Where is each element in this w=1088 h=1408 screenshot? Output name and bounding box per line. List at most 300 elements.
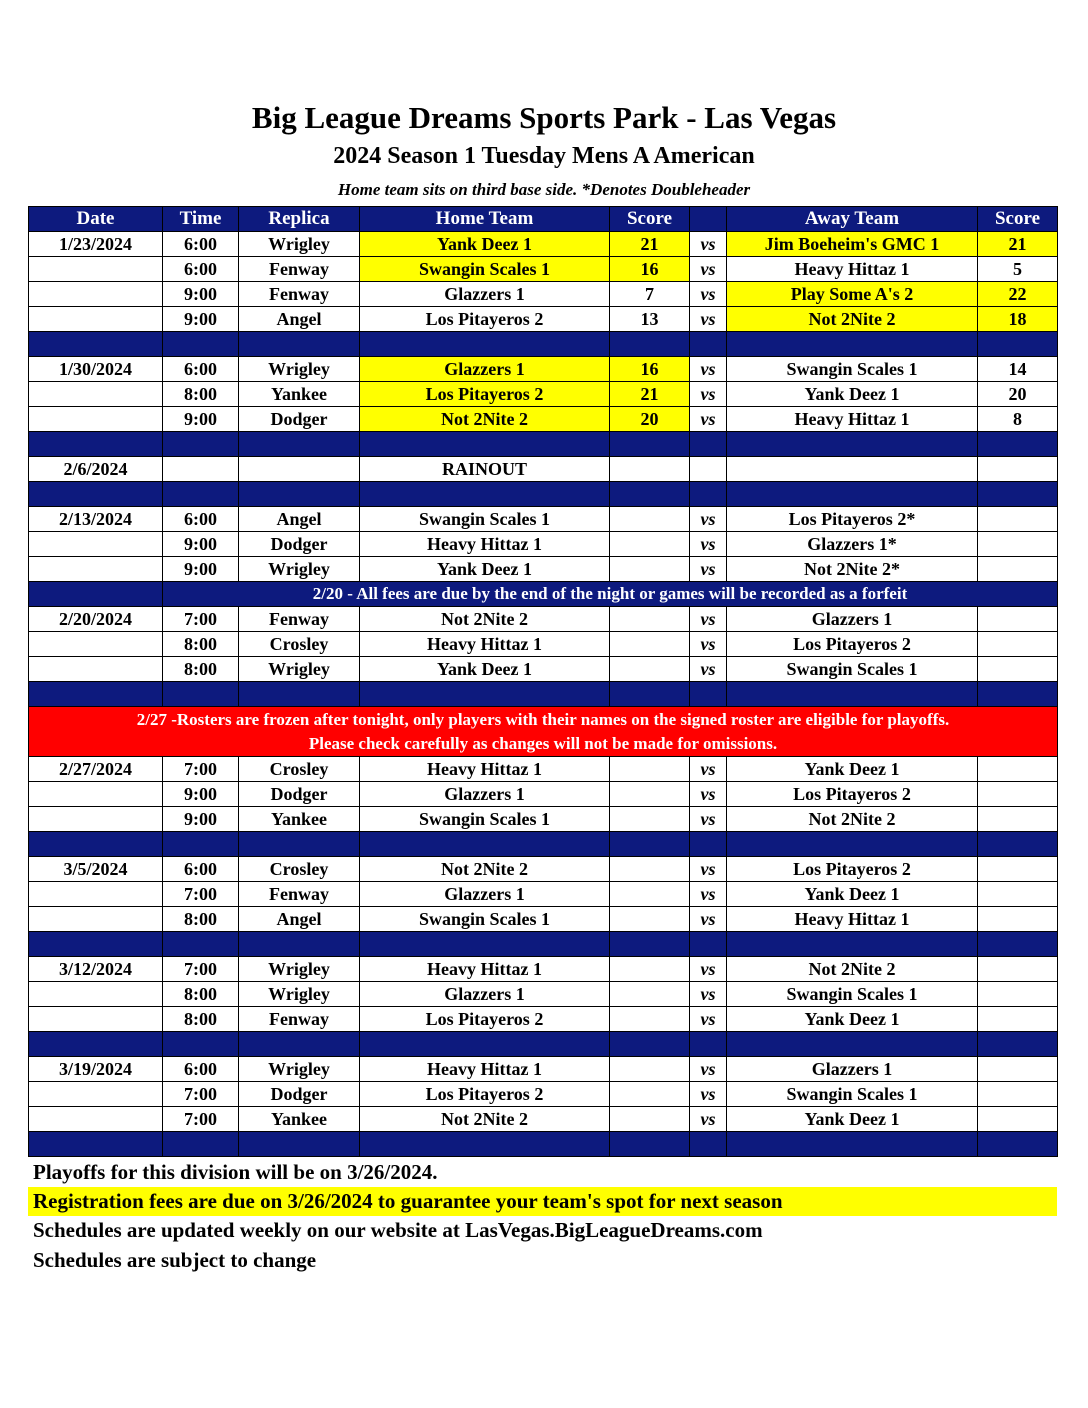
away-score-cell: 14 [978,357,1058,382]
date-cell: 1/23/2024 [29,232,163,257]
table-row [29,357,1058,382]
separator-cell [163,682,239,707]
roster-alert-row [29,707,1058,757]
away-team-cell: Not 2Nite 2 [727,807,978,832]
away-score-cell [978,982,1058,1007]
header-row [29,207,1058,232]
change-note: Schedules are subject to change [33,1248,317,1272]
date-cell [29,407,163,432]
date-cell [29,1007,163,1032]
table-row [29,982,1058,1007]
separator-cell [360,1132,610,1157]
away-score-cell [978,657,1058,682]
separator-cell [163,1032,239,1057]
separator-cell [29,482,163,507]
home-score-cell [610,882,690,907]
away-score-cell: 21 [978,232,1058,257]
date-cell: 2/27/2024 [29,757,163,782]
schedule-body [29,232,1058,1157]
home-score-cell: 21 [610,232,690,257]
time-cell: 7:00 [163,757,239,782]
date-cell [29,1082,163,1107]
away-score-cell: 5 [978,257,1058,282]
date-cell: 3/12/2024 [29,957,163,982]
replica-cell: Fenway [239,882,360,907]
separator-cell [29,432,163,457]
separator-row [29,432,1058,457]
home-team-cell: Heavy Hittaz 1 [360,757,610,782]
roster-alert-line1: 2/27 -Rosters are frozen after tonight, only players with their names on the signed roster are eligible for playoffs. [136,709,950,729]
separator-cell [29,832,163,857]
table-row [29,907,1058,932]
home-score-cell [610,457,690,482]
home-score-cell [610,507,690,532]
time-cell: 9:00 [163,557,239,582]
home-team-cell: Glazzers 1 [360,357,610,382]
home-team-cell: Not 2Nite 2 [360,407,610,432]
time-cell: 8:00 [163,982,239,1007]
col-away-team: Away Team [727,207,978,232]
time-cell: 6:00 [163,507,239,532]
vs-cell: vs [690,232,727,257]
away-team-cell: Glazzers 1 [727,1057,978,1082]
table-row [29,657,1058,682]
away-team-cell: Not 2Nite 2 [727,957,978,982]
time-cell: 9:00 [163,407,239,432]
time-cell: 7:00 [163,957,239,982]
home-score-cell [610,1107,690,1132]
time-cell: 9:00 [163,807,239,832]
table-row [29,807,1058,832]
separator-cell [239,482,360,507]
table-row [29,607,1058,632]
registration-note: Registration fees are due on 3/26/2024 to guarantee your team's spot for next season [28,1187,1057,1216]
separator-cell [727,932,978,957]
time-cell: 8:00 [163,382,239,407]
vs-cell: vs [690,1057,727,1082]
home-team-cell: Heavy Hittaz 1 [360,1057,610,1082]
schedule-note: Home team sits on third base side. *Denotes Doubleheader [337,180,751,199]
time-cell: 6:00 [163,257,239,282]
replica-cell: Yankee [239,1107,360,1132]
date-cell: 1/30/2024 [29,357,163,382]
home-team-cell: Yank Deez 1 [360,657,610,682]
home-team-cell: Los Pitayeros 2 [360,307,610,332]
separator-row [29,1132,1058,1157]
home-team-cell: Yank Deez 1 [360,557,610,582]
separator-cell [690,1032,727,1057]
away-team-cell: Heavy Hittaz 1 [727,257,978,282]
date-cell [29,982,163,1007]
date-cell [29,782,163,807]
separator-cell [29,332,163,357]
replica-cell: Fenway [239,1007,360,1032]
home-score-cell [610,757,690,782]
date-cell [29,532,163,557]
home-score-cell [610,982,690,1007]
time-cell: 7:00 [163,882,239,907]
table-row [29,532,1058,557]
date-cell [29,907,163,932]
away-team-cell: Jim Boeheim's GMC 1 [727,232,978,257]
fee-notice-row [29,582,1058,607]
home-score-cell [610,607,690,632]
away-team-cell: Los Pitayeros 2 [727,632,978,657]
table-row [29,557,1058,582]
home-score-cell: 13 [610,307,690,332]
date-cell [29,557,163,582]
separator-row [29,1032,1058,1057]
separator-cell [978,332,1058,357]
vs-cell: vs [690,307,727,332]
home-score-cell [610,857,690,882]
separator-cell [360,1032,610,1057]
rainout-label: RAINOUT [360,457,610,482]
replica-cell: Wrigley [239,657,360,682]
separator-cell [978,682,1058,707]
time-cell: 9:00 [163,307,239,332]
away-team-cell: Yank Deez 1 [727,382,978,407]
away-team-cell: Los Pitayeros 2* [727,507,978,532]
separator-cell [163,432,239,457]
table-row [29,232,1058,257]
away-score-cell [978,1082,1058,1107]
away-team-cell [727,457,978,482]
table-row [29,257,1058,282]
separator-cell [610,332,690,357]
separator-cell [610,832,690,857]
separator-cell [360,682,610,707]
vs-cell [690,457,727,482]
date-cell [29,1107,163,1132]
away-team-cell: Los Pitayeros 2 [727,857,978,882]
separator-cell [610,432,690,457]
home-score-cell [610,807,690,832]
replica-cell: Dodger [239,1082,360,1107]
separator-cell [727,482,978,507]
vs-cell: vs [690,782,727,807]
away-team-cell: Swangin Scales 1 [727,657,978,682]
table-row [29,857,1058,882]
home-score-cell: 21 [610,382,690,407]
separator-cell [610,482,690,507]
separator-cell [610,1132,690,1157]
away-score-cell: 22 [978,282,1058,307]
time-cell: 8:00 [163,632,239,657]
vs-cell: vs [690,857,727,882]
separator-cell [727,432,978,457]
separator-cell [239,682,360,707]
roster-alert [29,707,1058,757]
separator-cell [360,432,610,457]
time-cell: 6:00 [163,357,239,382]
separator-cell [978,1132,1058,1157]
vs-cell: vs [690,1007,727,1032]
replica-cell: Angel [239,307,360,332]
home-team-cell: Los Pitayeros 2 [360,1007,610,1032]
home-score-cell: 20 [610,407,690,432]
table-row [29,507,1058,532]
schedule-table [28,206,1058,1157]
time-cell: 8:00 [163,657,239,682]
replica-cell: Wrigley [239,982,360,1007]
home-score-cell [610,1057,690,1082]
time-cell: 6:00 [163,232,239,257]
col-home-team: Home Team [360,207,610,232]
separator-cell [29,932,163,957]
home-team-cell: Not 2Nite 2 [360,857,610,882]
separator-cell [163,482,239,507]
away-score-cell [978,782,1058,807]
home-score-cell [610,657,690,682]
separator-cell [727,1132,978,1157]
date-cell [29,657,163,682]
separator-cell [978,482,1058,507]
separator-cell [727,832,978,857]
separator-cell [727,332,978,357]
away-score-cell: 18 [978,307,1058,332]
replica-cell: Fenway [239,282,360,307]
time-cell: 7:00 [163,1107,239,1132]
home-team-cell: Glazzers 1 [360,782,610,807]
separator-cell [360,332,610,357]
separator-cell [239,932,360,957]
page-subtitle: 2024 Season 1 Tuesday Mens A American [333,143,755,169]
away-team-cell: Glazzers 1* [727,532,978,557]
separator-cell [610,682,690,707]
away-score-cell [978,532,1058,557]
replica-cell: Crosley [239,632,360,657]
table-row [29,282,1058,307]
separator-cell [690,432,727,457]
replica-cell: Yankee [239,382,360,407]
separator-cell [978,1032,1058,1057]
table-row [29,757,1058,782]
away-team-cell: Yank Deez 1 [727,882,978,907]
date-cell [29,882,163,907]
home-team-cell: Yank Deez 1 [360,232,610,257]
separator-cell [360,482,610,507]
away-team-cell: Glazzers 1 [727,607,978,632]
table-row [29,957,1058,982]
col-away-score: Score [978,207,1058,232]
fee-notice: 2/20 - All fees are due by the end of the night or games will be recorded as a forfeit [163,582,1058,607]
separator-cell [690,832,727,857]
time-cell: 8:00 [163,1007,239,1032]
date-cell [29,632,163,657]
replica-cell: Wrigley [239,232,360,257]
vs-cell: vs [690,1082,727,1107]
table-row [29,632,1058,657]
home-team-cell: Not 2Nite 2 [360,1107,610,1132]
separator-cell [690,332,727,357]
replica-cell: Fenway [239,607,360,632]
vs-cell: vs [690,632,727,657]
time-cell: 6:00 [163,1057,239,1082]
separator-cell [163,1132,239,1157]
separator-row [29,482,1058,507]
col-home-score: Score [610,207,690,232]
vs-cell: vs [690,382,727,407]
replica-cell: Crosley [239,857,360,882]
home-score-cell: 16 [610,357,690,382]
date-cell [29,307,163,332]
date-cell [29,257,163,282]
home-team-cell: Swangin Scales 1 [360,507,610,532]
separator-row [29,682,1058,707]
date-cell: 2/6/2024 [29,457,163,482]
away-team-cell: Los Pitayeros 2 [727,782,978,807]
away-team-cell: Yank Deez 1 [727,757,978,782]
time-cell: 7:00 [163,607,239,632]
separator-cell [163,332,239,357]
vs-cell: vs [690,807,727,832]
away-score-cell [978,457,1058,482]
separator-cell [727,682,978,707]
away-team-cell: Yank Deez 1 [727,1007,978,1032]
home-score-cell: 16 [610,257,690,282]
away-score-cell [978,607,1058,632]
separator-cell [29,1032,163,1057]
website-note: Schedules are updated weekly on our website at LasVegas.BigLeagueDreams.com [33,1218,763,1242]
vs-cell: vs [690,607,727,632]
replica-cell: Wrigley [239,1057,360,1082]
away-score-cell [978,907,1058,932]
table-row [29,1057,1058,1082]
vs-cell: vs [690,532,727,557]
replica-cell: Fenway [239,257,360,282]
time-cell: 7:00 [163,1082,239,1107]
away-score-cell [978,632,1058,657]
replica-cell: Wrigley [239,357,360,382]
table-row [29,1082,1058,1107]
away-team-cell: Heavy Hittaz 1 [727,907,978,932]
separator-cell [360,932,610,957]
time-cell: 9:00 [163,782,239,807]
home-score-cell [610,782,690,807]
away-score-cell [978,1107,1058,1132]
home-team-cell: Swangin Scales 1 [360,257,610,282]
away-score-cell [978,857,1058,882]
home-score-cell [610,907,690,932]
vs-cell: vs [690,557,727,582]
separator-cell [978,932,1058,957]
home-team-cell: Heavy Hittaz 1 [360,532,610,557]
away-score-cell: 8 [978,407,1058,432]
date-cell: 2/20/2024 [29,607,163,632]
home-score-cell [610,957,690,982]
vs-cell: vs [690,257,727,282]
home-score-cell [610,557,690,582]
vs-cell: vs [690,407,727,432]
away-team-cell: Not 2Nite 2* [727,557,978,582]
date-cell [29,807,163,832]
home-team-cell: Glazzers 1 [360,282,610,307]
home-team-cell: Heavy Hittaz 1 [360,632,610,657]
replica-cell [239,457,360,482]
separator-cell [29,682,163,707]
separator-cell [690,1132,727,1157]
away-score-cell [978,807,1058,832]
table-row [29,1007,1058,1032]
separator-cell [239,832,360,857]
away-team-cell: Swangin Scales 1 [727,1082,978,1107]
away-score-cell [978,557,1058,582]
separator-cell [690,482,727,507]
away-team-cell: Swangin Scales 1 [727,982,978,1007]
vs-cell: vs [690,957,727,982]
away-score-cell [978,882,1058,907]
separator-cell [29,582,163,607]
home-team-cell: Los Pitayeros 2 [360,1082,610,1107]
date-cell [29,282,163,307]
col-vs [690,207,727,232]
table-row [29,307,1058,332]
separator-cell [690,932,727,957]
home-score-cell [610,1082,690,1107]
table-row [29,382,1058,407]
rainout-row [29,457,1058,482]
page-title: Big League Dreams Sports Park - Las Vegas [251,100,837,135]
replica-cell: Dodger [239,407,360,432]
separator-cell [978,432,1058,457]
separator-cell [690,682,727,707]
home-team-cell: Swangin Scales 1 [360,907,610,932]
replica-cell: Angel [239,507,360,532]
table-row [29,1107,1058,1132]
col-replica: Replica [239,207,360,232]
away-team-cell: Yank Deez 1 [727,1107,978,1132]
separator-cell [239,1132,360,1157]
separator-cell [239,432,360,457]
vs-cell: vs [690,1107,727,1132]
separator-cell [610,1032,690,1057]
time-cell: 6:00 [163,857,239,882]
vs-cell: vs [690,657,727,682]
separator-cell [239,332,360,357]
time-cell: 8:00 [163,907,239,932]
separator-row [29,332,1058,357]
separator-cell [610,932,690,957]
away-team-cell: Heavy Hittaz 1 [727,407,978,432]
playoffs-note: Playoffs for this division will be on 3/26/2024. [33,1160,438,1184]
vs-cell: vs [690,282,727,307]
col-time: Time [163,207,239,232]
replica-cell: Crosley [239,757,360,782]
roster-alert-line2: Please check carefully as changes will not be made for omissions. [308,733,778,753]
replica-cell: Wrigley [239,957,360,982]
vs-cell: vs [690,907,727,932]
away-team-cell: Play Some A's 2 [727,282,978,307]
col-date: Date [29,207,163,232]
replica-cell: Dodger [239,782,360,807]
home-team-cell: Heavy Hittaz 1 [360,957,610,982]
away-score-cell: 20 [978,382,1058,407]
home-team-cell: Glazzers 1 [360,882,610,907]
separator-row [29,932,1058,957]
date-cell [29,382,163,407]
vs-cell: vs [690,882,727,907]
vs-cell: vs [690,357,727,382]
replica-cell: Yankee [239,807,360,832]
away-score-cell [978,1007,1058,1032]
date-cell: 3/5/2024 [29,857,163,882]
separator-cell [29,1132,163,1157]
home-team-cell: Glazzers 1 [360,982,610,1007]
vs-cell: vs [690,507,727,532]
away-score-cell [978,757,1058,782]
separator-cell [978,832,1058,857]
